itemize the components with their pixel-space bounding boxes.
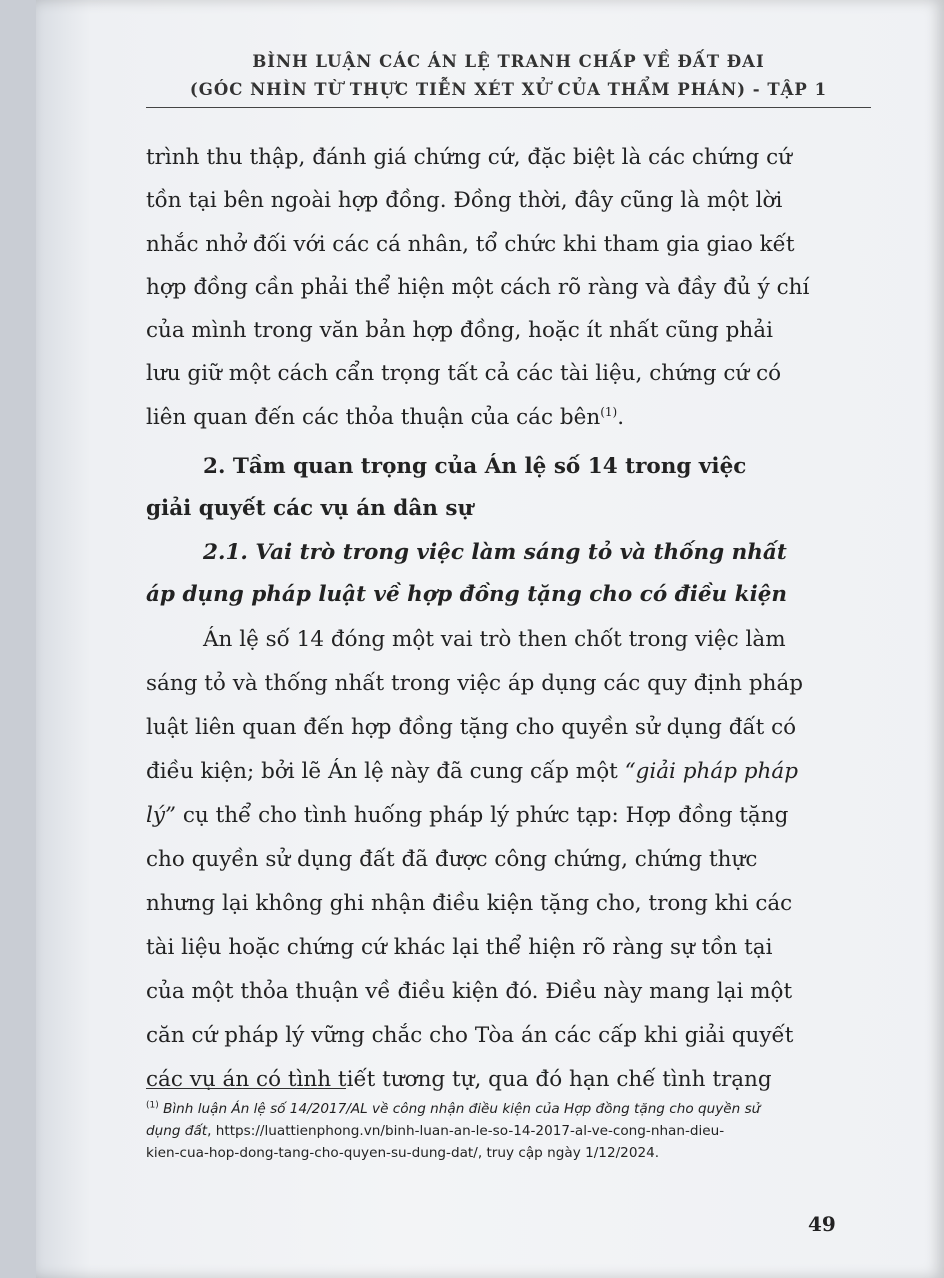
text-line: cho quyền sử dụng đất đã được công chứng, chứng thực	[146, 847, 758, 872]
text-line: hợp đồng cần phải thể hiện một cách rõ ràng và đầy đủ ý chí	[146, 274, 810, 300]
text-line: căn cứ pháp lý vững chắc cho Tòa án các cấp khi giải quyết	[146, 1023, 794, 1048]
italic-quote: lý”	[146, 803, 177, 828]
text-line	[146, 794, 874, 838]
heading-line: 2. Tầm quan trọng của Án lệ số 14 trong việc	[203, 454, 747, 479]
footnote-line	[146, 1098, 876, 1120]
footnote-divider	[146, 1088, 346, 1089]
text-line: nhưng lại không ghi nhận điều kiện tặng cho, trong khi các	[146, 891, 793, 916]
heading-line: 2.1. Vai trò trong việc làm sáng tỏ và thống nhất	[203, 540, 787, 565]
page-content	[36, 0, 944, 1278]
text-line: của một thỏa thuận về điều kiện đó. Điều này mang lại một	[146, 979, 793, 1004]
text-span: liên quan đến các thỏa thuận của các bên	[146, 404, 601, 430]
text-line	[146, 396, 874, 439]
text-line: tồn tại bên ngoài hợp đồng. Đồng thời, đây cũng là một lời	[146, 188, 783, 214]
paragraph-1	[146, 136, 874, 439]
text-line: Án lệ số 14 đóng một vai trò then chốt trong việc làm	[203, 627, 786, 652]
heading-line: áp dụng pháp luật về hợp đồng tặng cho có điều kiện	[146, 582, 788, 607]
section-heading-2	[146, 446, 874, 530]
page-number: 49	[808, 1212, 836, 1236]
text-line: các vụ án có tình tiết tương tự, qua đó hạn chế tình trạng	[146, 1067, 772, 1092]
header-title-line-1: BÌNH LUẬN CÁC ÁN LỆ TRANH CHẤP VỀ ĐẤT ĐAI	[252, 52, 765, 71]
text-line: luật liên quan đến hợp đồng tặng cho quyền sử dụng đất có	[146, 715, 797, 740]
text-span: điều kiện; bởi lẽ Án lệ này đã cung cấp một	[146, 759, 625, 784]
footnote-url[interactable]: , https://luattienphong.vn/binh-luan-an-le-so-14-2017-al-ve-cong-nhan-dieu-	[207, 1123, 725, 1139]
text-line: lưu giữ một cách cẩn trọng tất cả các tài liệu, chứng cứ có	[146, 361, 782, 387]
text-line: trình thu thập, đánh giá chứng cứ, đặc biệt là các chứng cứ	[146, 145, 792, 170]
italic-quote: “giải pháp pháp	[624, 759, 798, 784]
header-title-line-2: (GÓC NHÌN TỪ THỰC TIỄN XÉT XỬ CỦA THẨM PHÁN) - TẬP 1	[189, 80, 828, 99]
text-line: nhắc nhở đối với các cá nhân, tổ chức khi tham gia giao kết	[146, 231, 795, 257]
footnote	[146, 1098, 876, 1164]
text-line: tài liệu hoặc chứng cứ khác lại thể hiện rõ ràng sự tồn tại	[146, 935, 773, 960]
end-punctuation: .	[617, 404, 625, 430]
footnote-line: kien-cua-hop-dong-tang-cho-quyen-su-dung-dat/, truy cập ngày 1/12/2024.	[146, 1145, 660, 1161]
text-line	[146, 750, 874, 794]
footnote-marker: (1)	[146, 1100, 159, 1111]
footnote-title: Bình luận Án lệ số 14/2017/AL về công nhận điều kiện của Hợp đồng tặng cho quyền sử	[163, 1101, 761, 1117]
heading-line: giải quyết các vụ án dân sự	[146, 496, 474, 521]
paragraph-2	[146, 618, 874, 1102]
text-span: cụ thể cho tình huống pháp lý phức tạp: Hợp đồng tặng	[176, 803, 789, 828]
footnote-line	[146, 1120, 876, 1142]
footnote-title: dụng đất	[146, 1123, 208, 1139]
text-line: sáng tỏ và thống nhất trong việc áp dụng các quy định pháp	[146, 671, 804, 696]
footnote-reference[interactable]: (1)	[600, 404, 618, 419]
section-heading-2-1	[146, 532, 874, 616]
text-line: của mình trong văn bản hợp đồng, hoặc ít nhất cũng phải	[146, 318, 773, 344]
